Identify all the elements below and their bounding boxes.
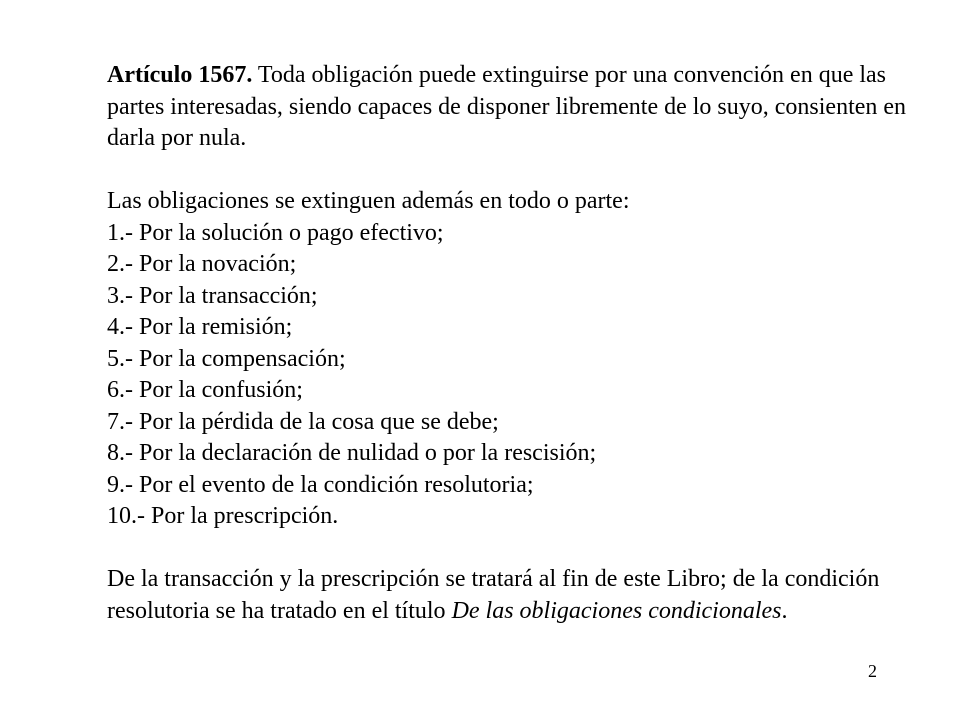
closing-period: . (781, 597, 788, 624)
article-number: Artículo 1567. (107, 62, 253, 88)
page-number: 2 (868, 661, 877, 681)
closing-text: De la transacción y la prescripción se tratará al fin de este Libro; de la condición resolutoria se ha tratado en el título (107, 566, 880, 624)
cited-title: De las obligaciones condicionales (451, 597, 782, 624)
list-item: 1.- Por la solución o pago efectivo; (107, 219, 444, 246)
article-text: Toda obligación puede extinguirse por una convención en que las partes interesadas, siendo capaces de disponer libremente de lo suyo, consienten en darla por nula. (107, 62, 907, 151)
list-item: 4.- Por la remisión; (107, 314, 293, 340)
list-item: 6.- Por la confusión; (107, 377, 303, 403)
list-intro: Las obligaciones se extinguen además en todo o parte: (107, 188, 630, 214)
list-item: 8.- Por la declaración de nulidad o por la rescisión; (107, 440, 597, 466)
closing-paragraph (107, 564, 907, 627)
article-paragraph (107, 60, 907, 155)
list-item: 7.- Por la pérdida de la cosa que se debe; (107, 408, 499, 435)
spacer (107, 155, 907, 187)
list-item: 10.- Por la prescripción. (107, 503, 339, 529)
slide-content (107, 60, 907, 627)
spacer (107, 533, 907, 565)
extinction-causes-list (107, 218, 907, 533)
list-item: 2.- Por la novación; (107, 251, 297, 277)
list-item: 3.- Por la transacción; (107, 282, 318, 309)
list-item: 5.- Por la compensación; (107, 345, 346, 372)
list-item: 9.- Por el evento de la condición resolutoria; (107, 471, 534, 498)
